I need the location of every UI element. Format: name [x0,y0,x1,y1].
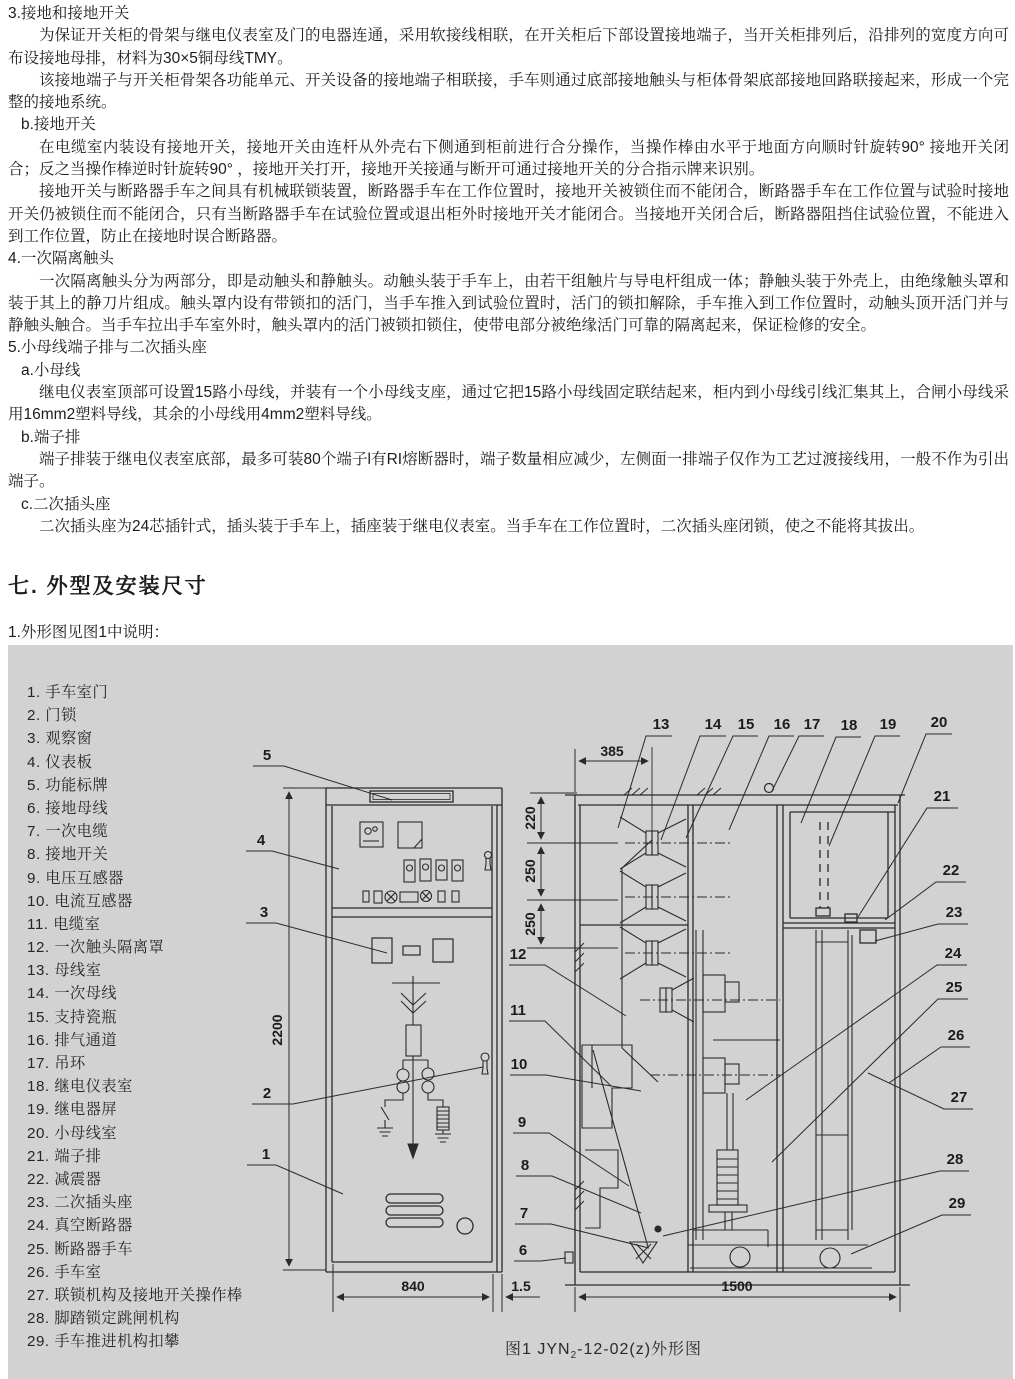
parts-list-item: 25. 断路器手车 [27,1240,133,1258]
caption-prefix: 图1 JYN [505,1341,571,1358]
front-view-drawing [326,788,502,1272]
outline-drawing [240,645,1015,1379]
callout-17: 17 [803,716,821,733]
callout-24: 24 [944,945,962,962]
callout-8: 8 [520,1157,530,1174]
parts-list-item: 3. 观察窗 [27,730,93,748]
breaker-handcart [650,930,872,1268]
parts-list-item: 12. 一次触头隔离罩 [27,939,165,957]
door-lock-knob [457,1218,473,1234]
figure-caption [505,1336,702,1361]
vacuum-interrupter [717,1150,738,1205]
meter-box [360,822,422,848]
figure-intro-line: 1.外形图见图1中说明： [8,624,170,641]
parts-list-item: 28. 脚踏锁定跳闸机构 [27,1310,180,1328]
parts-list-item: 14. 一次母线 [27,985,118,1003]
callout-15: 15 [737,716,755,733]
parts-list-item: 4. 仪表板 [27,753,93,771]
callout-7: 7 [519,1205,529,1222]
section-5b-title: b.端子排 [21,428,81,446]
parts-list-item: 22. 减震器 [27,1170,102,1188]
parts-list-item: 10. 电流互感器 [27,892,133,910]
brace [593,1050,648,1247]
panel-switch-row [404,859,463,882]
section-3-paragraph-2: 该接地端子与开关柜骨架各功能单元、开关设备的接地端子相联接，手车则通过底部接地触头与柜体骨架底部接地回路联接起来，形成一个完整的接地系统。 [8,71,1009,112]
parts-list-item: 8. 接地开关 [27,846,109,864]
parts-list-item: 29. 手车推进机构扣攀 [27,1333,180,1351]
dim-seg1: 220 [522,806,538,830]
parts-list-item: 17. 吊环 [27,1055,86,1072]
callout-23: 23 [945,904,963,921]
section-5c-title: c.二次插头座 [21,495,111,513]
callout-10: 10 [510,1056,528,1073]
parts-list-item: 1. 手车室门 [27,684,109,701]
callout-28: 28 [946,1151,964,1168]
callout-1: 1 [261,1146,271,1163]
section-3b-paragraph-2: 接地开关与断路器手车之间具有机械联锁装置，断路器手车在工作位置时，接地开关被锁住而不能闭合，断路器手车在工作位置与试验时接地开关仍被锁住而不能闭合，只有当断路器手车在试验位置或退出柜外时接地开关才能闭合。当接地开关闭合后，断路器阻挡住试验位置，不能进入到工作位置，防止在接地时误合断路器。 [8,183,1009,245]
section-3-title: 3.接地和接地开关 [8,5,130,22]
dim-top-depth: 385 [600,743,624,759]
cable-cone [630,1242,657,1263]
handcart-wheel [730,1247,750,1267]
parts-list-item: 9. 电压互感器 [27,869,124,887]
callout-13: 13 [652,716,670,733]
callout-12: 12 [509,946,527,963]
dim-side-width: 1500 [721,1278,753,1294]
parts-list-item: 13. 母线室 [27,962,102,980]
callout-22: 22 [942,862,960,879]
parts-list-item: 2. 门锁 [27,707,77,725]
parts-list-item: 15. 支持瓷瓶 [27,1008,118,1026]
figure-parts-list [27,681,243,1353]
section-3-paragraph-1: 为保证开关柜的骨架与继电仪表室及门的电器连通，采用软接线相联，在开关柜后下部设置接地端子，当开关柜排列后，沿排列的宽度方向可布设接地母排，材料为30×5铜母线TMY。 [8,27,1009,67]
dim-panel-gap: 1.5 [511,1278,531,1294]
callout-4: 4 [256,832,266,849]
callout-3: 3 [259,904,269,921]
section-5a-title: a.小母线 [21,361,81,379]
parts-list-item: 27. 联锁机构及接地开关操作棒 [27,1286,243,1304]
callout-20: 20 [930,714,948,731]
parts-list-item: 18. 继电仪表室 [27,1078,133,1096]
callout-leaders [246,734,973,1261]
grounding-switch [585,1150,618,1228]
handcart-wheel [820,1248,840,1268]
callout-16: 16 [773,716,791,733]
busbar-contacts [620,747,780,1082]
door-key-handle [481,1053,489,1074]
parts-list-item: 26. 手车室 [27,1263,102,1281]
dim-height: 2200 [269,1014,285,1046]
parts-list-item: 16. 排气通道 [27,1031,118,1049]
parts-list-item: 11. 电缆室 [27,915,101,933]
callout-26: 26 [947,1027,965,1044]
lifting-ring [765,784,774,793]
callout-18: 18 [840,717,858,734]
observation-window [372,938,453,963]
section-5-title: 5.小母线端子排与二次插头座 [8,339,207,357]
mimic-diagram [377,976,451,1158]
vent-louvers [386,1194,443,1227]
section-7-heading: 七. 外型及安装尺寸 [8,575,208,598]
parts-list-item: 23. 二次插头座 [27,1194,133,1212]
callout-9: 9 [517,1114,527,1131]
section-5c-paragraph-1: 二次插头座为24芯插针式，插头装于手车上，插座装于继电仪表室。当手车在工作位置时，二次插头座闭锁，使之不能将其拔出。 [39,517,925,535]
callout-numbers [257,714,968,1259]
callout-29: 29 [948,1195,966,1212]
section-4-paragraph-1: 一次隔离触头分为两部分，即是动触头和静触头。动触头装于手车上，由若干组触片与导电杆组成一体；静触头装于外壳上，由绝缘触头罩和装于其上的静刀片组成。触头罩内设有带锁扣的活门，当手车推入到试验位置时，活门的锁扣解除，手车推入到工作位置时，动触头顶开活门并与静触头触合。当手车拉出手车室外时，触头罩内的活门被锁扣锁住，使带电部分被绝缘活门可靠的隔离起来，保证检修的安全。 [8,272,1009,335]
parts-list-item: 7. 一次电缆 [27,823,109,841]
section-4-title: 4.一次隔离触头 [8,250,114,268]
parts-list-item: 6. 接地母线 [27,799,109,817]
dim-front-width: 840 [401,1278,425,1294]
body-text [8,3,1009,538]
dim-seg2: 250 [522,859,538,883]
panel-key-handle [485,852,492,871]
dim-seg3: 250 [522,912,538,936]
parts-list-item: 20. 小母线室 [27,1124,118,1142]
parts-list-item: 19. 继电器屏 [27,1101,118,1119]
ground-bus-lug [565,1252,573,1263]
contact-isolation-cover [622,840,658,1082]
callout-25: 25 [945,979,963,996]
callout-11: 11 [510,1002,526,1019]
section-3b-paragraph-1: 在电缆室内装设有接地开关，接地开关由连杆从外壳右下侧通到柜前进行合分操作，当操作棒由水平于地面方向顺时针旋转90° 接地开关闭合；反之当操作棒逆时针旋转90° ，接地开关打开，接地开关接通与断开可通过接地开关的分合指示牌来识别。 [8,138,1009,179]
callout-2: 2 [262,1085,272,1102]
panel-indicator-row [363,891,459,904]
callout-27: 27 [950,1089,968,1106]
caption-subscript: 2 [570,1350,578,1362]
parts-list-item: 21. 端子排 [27,1147,102,1165]
callout-19: 19 [879,716,897,733]
section-5b-paragraph-1: 端子排装于继电仪表室底部，最多可装80个端子l有RI熔断器时，端子数量相应减少，左侧面一排端子仅作为工艺过渡接线用，一般不作为引出端子。 [8,450,1009,491]
callout-6: 6 [518,1242,528,1259]
relay-screen-dashed [820,822,828,908]
side-view-drawing [565,747,910,1285]
parts-list-item: 5. 功能标牌 [27,776,109,794]
figure-panel [8,645,1013,1379]
callout-5: 5 [262,747,272,764]
callout-14: 14 [704,716,722,733]
section-3b-title: b.接地开关 [21,116,96,134]
callout-21: 21 [933,788,951,805]
caption-suffix: -12-02(z)外形图 [577,1341,703,1358]
parts-list-item: 24. 真空断路器 [27,1217,133,1235]
secondary-plug [860,930,876,943]
section-5a-paragraph-1: 继电仪表室顶部可设置15路小母线，并装有一个小母线支座，通过它把15路小母线固定联结起来，柜内到小母线引线汇集其上，合闸小母线采用16mm2塑料导线，其余的小母线用4mm2塑料导线。 [8,384,1009,424]
